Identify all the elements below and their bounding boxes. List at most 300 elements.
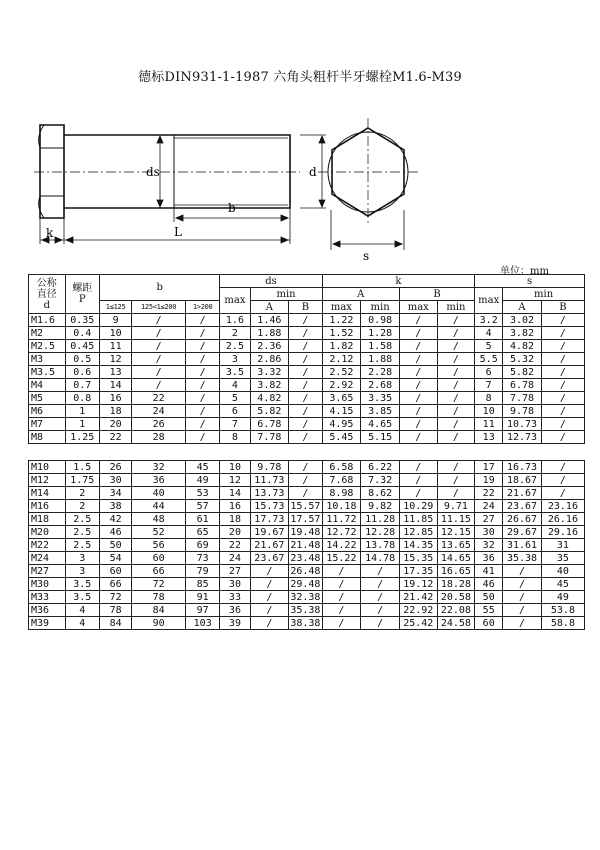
- table-cell: M27: [29, 565, 66, 578]
- table-cell: /: [399, 353, 437, 366]
- table-body-small-sizes: [29, 314, 585, 444]
- table-cell: /: [132, 353, 186, 366]
- table-cell: 40: [132, 487, 186, 500]
- table-cell: 11.85: [399, 513, 437, 526]
- table-cell: 5.82: [250, 405, 289, 418]
- table-cell: 4.95: [322, 418, 361, 431]
- table-cell: 38.38: [290, 617, 321, 629]
- table-cell: /: [437, 431, 475, 444]
- table-row: [29, 366, 585, 379]
- table-cell: 36: [132, 474, 186, 487]
- table-cell: /: [361, 617, 400, 630]
- table-cell: 5: [475, 340, 503, 353]
- table-cell: /: [437, 366, 475, 379]
- table-cell: 22: [132, 392, 186, 405]
- bolt-side-view: [34, 125, 300, 218]
- table-gap: [29, 444, 585, 461]
- table-cell: 2.5: [220, 340, 250, 353]
- table-cell: /: [399, 431, 437, 444]
- table-cell: /: [399, 474, 437, 487]
- table-cell: /: [541, 418, 584, 431]
- table-cell: 13.73: [250, 487, 289, 500]
- table-row: [29, 604, 585, 617]
- table-cell: 26: [132, 418, 186, 431]
- table-cell: /: [541, 487, 584, 500]
- table-cell: 0.8: [65, 392, 99, 405]
- table-row: [29, 392, 585, 405]
- table-cell: 2: [220, 327, 250, 340]
- table-cell: 2.28: [361, 366, 400, 379]
- table-cell: 35: [541, 552, 584, 565]
- table-cell: 3.5: [220, 366, 250, 379]
- table-cell: 45: [185, 461, 219, 474]
- table-cell: /: [185, 418, 219, 431]
- table-cell: /: [132, 327, 186, 340]
- table-cell: 2.86: [250, 353, 289, 366]
- table-cell: /: [399, 340, 437, 353]
- table-cell: 84: [132, 604, 186, 617]
- table-cell: 22.92: [399, 604, 437, 617]
- table-cell: 13.65: [437, 539, 475, 552]
- table-cell: 3.85: [361, 405, 400, 418]
- table-cell: /: [289, 392, 322, 405]
- table-cell: 2.5: [65, 513, 99, 526]
- table-cell: /: [437, 487, 475, 500]
- spec-table: [28, 274, 585, 630]
- table-cell: M5: [29, 392, 66, 405]
- table-cell: 9.78: [503, 405, 542, 418]
- table-cell: /: [541, 379, 584, 392]
- header-ds-B: B: [289, 301, 322, 314]
- header-s: s: [475, 275, 585, 288]
- header-pitch: [65, 275, 99, 314]
- header-b: b: [99, 275, 219, 301]
- table-cell: 32.38: [290, 591, 321, 603]
- table-cell: 20.58: [437, 591, 475, 604]
- table-cell: 85: [185, 578, 219, 591]
- table-cell: /: [541, 461, 584, 474]
- table-cell: 3.5: [65, 578, 99, 591]
- table-cell: 1.5: [65, 461, 99, 474]
- table-cell: /: [437, 379, 475, 392]
- table-cell: 46: [475, 578, 503, 591]
- table-cell: M14: [29, 487, 66, 500]
- table-cell: M8: [29, 431, 66, 444]
- header-k-A-min: min: [361, 301, 400, 314]
- table-cell: /: [289, 405, 322, 418]
- table-cell: 35.38: [503, 552, 542, 565]
- table-cell: 26.67: [503, 513, 542, 526]
- table-cell: 4: [475, 327, 503, 340]
- table-row: [29, 500, 585, 513]
- table-cell: 5.45: [322, 431, 361, 444]
- table-cell: 3.35: [361, 392, 400, 405]
- table-row: [29, 379, 585, 392]
- table-cell: 4.82: [250, 392, 289, 405]
- table-cell: M18: [29, 513, 66, 526]
- table-cell: 45: [541, 578, 584, 591]
- table-cell: M4: [29, 379, 66, 392]
- table-row: [29, 314, 585, 327]
- table-cell: 34: [99, 487, 131, 500]
- table-cell: 11.72: [322, 513, 361, 526]
- table-cell: /: [289, 474, 322, 487]
- table-cell: 10: [99, 327, 131, 340]
- table-cell: /: [132, 340, 186, 353]
- table-cell: 14.78: [361, 552, 400, 565]
- table-cell: /: [437, 405, 475, 418]
- table-cell: 5.32: [503, 353, 542, 366]
- header-s-max: max: [475, 288, 503, 314]
- table-cell: 3.82: [503, 327, 542, 340]
- table-cell: 6.58: [322, 461, 361, 474]
- table-cell: 58.8: [541, 617, 584, 630]
- table-cell: /: [361, 591, 400, 604]
- table-cell: 0.7: [65, 379, 99, 392]
- table-cell: 21.67: [250, 539, 289, 552]
- table-cell: /: [289, 379, 322, 392]
- table-cell: 29.48: [290, 578, 321, 590]
- table-cell: 39: [220, 617, 250, 630]
- table-cell: 90: [132, 617, 186, 630]
- table-cell: 4.65: [361, 418, 400, 431]
- header-pitch-line1: 螺距: [72, 283, 93, 294]
- table-cell: 0.5: [65, 353, 99, 366]
- table-cell: 55: [475, 604, 503, 617]
- table-cell: 8: [220, 431, 250, 444]
- table-cell: 53.8: [541, 604, 584, 617]
- table-cell: 97: [185, 604, 219, 617]
- table-cell: /: [503, 617, 542, 630]
- table-row: [29, 474, 585, 487]
- table-cell: 61: [185, 513, 219, 526]
- table-cell: 1.75: [65, 474, 99, 487]
- header-s-A: A: [503, 301, 542, 314]
- table-cell: 6: [220, 405, 250, 418]
- table-header: [29, 275, 585, 314]
- table-cell: 65: [185, 526, 219, 539]
- table-cell: /: [541, 327, 584, 340]
- table-row: [29, 487, 585, 500]
- table-row: [29, 327, 585, 340]
- table-cell: 20: [99, 418, 131, 431]
- table-cell: 7: [475, 379, 503, 392]
- table-cell: /: [250, 578, 289, 591]
- header-nominal-line1: 公称: [36, 277, 57, 289]
- table-cell: M2: [29, 327, 66, 340]
- table-cell: M10: [29, 461, 66, 474]
- header-ds-min: min: [250, 288, 322, 301]
- table-row: [29, 526, 585, 539]
- table-cell: 103: [185, 617, 219, 630]
- table-cell: 11.15: [437, 513, 475, 526]
- table-cell: 3.82: [250, 379, 289, 392]
- table-cell: /: [541, 431, 584, 444]
- table-cell: 79: [185, 565, 219, 578]
- table-cell: 12.73: [503, 431, 542, 444]
- table-cell: 29.16: [541, 526, 584, 539]
- table-row: [29, 405, 585, 418]
- table-cell: /: [289, 461, 322, 474]
- table-cell: 8.98: [322, 487, 361, 500]
- table-cell: /: [289, 418, 322, 431]
- table-cell: /: [250, 591, 289, 604]
- table-cell: 11.73: [250, 474, 289, 487]
- table-cell: 53: [185, 487, 219, 500]
- table-cell: 30: [475, 526, 503, 539]
- header-k-B-min: min: [437, 301, 475, 314]
- table-cell: 32: [475, 539, 503, 552]
- table-cell: /: [322, 617, 361, 630]
- table-cell: 12.15: [437, 526, 475, 539]
- table-cell: 14.65: [437, 552, 475, 565]
- table-cell: 10: [220, 461, 250, 474]
- table-cell: 42: [99, 513, 131, 526]
- table-cell: 16: [99, 392, 131, 405]
- bolt-end-view: [318, 118, 418, 226]
- header-pitch-line2: P: [78, 294, 86, 305]
- table-cell: 7.78: [503, 392, 542, 405]
- table-cell: 78: [132, 591, 186, 604]
- table-cell: 41: [475, 565, 503, 578]
- table-cell: 7: [220, 418, 250, 431]
- table-cell: 5.5: [475, 353, 503, 366]
- table-cell: 3: [65, 552, 99, 565]
- table-cell: 73: [185, 552, 219, 565]
- table-cell: 2.36: [250, 340, 289, 353]
- table-cell: M36: [29, 604, 66, 617]
- table-cell: 4: [65, 604, 99, 617]
- table-cell: 21.48: [290, 539, 321, 551]
- unit-label: 单位：mm: [500, 266, 549, 277]
- table-cell: /: [289, 353, 322, 366]
- table-cell: M30: [29, 578, 66, 591]
- table-cell: 24.58: [437, 617, 475, 630]
- table-cell: 31.61: [503, 539, 542, 552]
- table-cell: 10.29: [399, 500, 437, 513]
- table-cell: 21.42: [399, 591, 437, 604]
- table-cell: /: [437, 340, 475, 353]
- table-cell: 0.35: [65, 314, 99, 327]
- table-cell: 36: [220, 604, 250, 617]
- dimension-lines: [40, 135, 404, 250]
- table-cell: /: [541, 474, 584, 487]
- table-cell: 57: [185, 500, 219, 513]
- table-cell: 10.73: [503, 418, 542, 431]
- table-cell: 9.78: [250, 461, 289, 474]
- table-cell: /: [185, 379, 219, 392]
- table-cell: 17.73: [250, 513, 289, 526]
- table-cell: /: [437, 353, 475, 366]
- ds-label: ds: [146, 165, 160, 179]
- table-cell: 60: [132, 552, 186, 565]
- table-cell: 28: [132, 431, 186, 444]
- table-cell: /: [437, 314, 475, 327]
- page-title: 德标DIN931-1-1987 六角头粗杆半牙螺栓M1.6-M39: [138, 70, 462, 85]
- table-cell: 7.32: [361, 474, 400, 487]
- table-cell: 19.67: [250, 526, 289, 539]
- table-row: [29, 353, 585, 366]
- table-cell: 4: [65, 617, 99, 630]
- table-cell: 12: [99, 353, 131, 366]
- table-cell: 9: [99, 314, 131, 327]
- table-cell: M24: [29, 552, 66, 565]
- table-cell: 52: [132, 526, 186, 539]
- table-cell: /: [437, 327, 475, 340]
- table-cell: 4.15: [322, 405, 361, 418]
- table-cell: 2: [65, 487, 99, 500]
- table-cell: 40: [541, 565, 584, 578]
- table-cell: /: [503, 565, 542, 578]
- table-cell: 6: [475, 366, 503, 379]
- table-cell: /: [399, 405, 437, 418]
- table-cell: /: [399, 392, 437, 405]
- table-cell: 26.16: [541, 513, 584, 526]
- table-cell: 16: [220, 500, 250, 513]
- table-cell: 36: [475, 552, 503, 565]
- table-cell: M3.5: [29, 366, 66, 379]
- header-ds: ds: [220, 275, 322, 288]
- table-cell: 60: [475, 617, 503, 630]
- d-label: d: [309, 165, 317, 179]
- header-nominal-line2: 直径: [36, 288, 57, 300]
- table-cell: 10: [475, 405, 503, 418]
- table-cell: 4: [220, 379, 250, 392]
- table-cell: 5: [220, 392, 250, 405]
- table-cell: 19.12: [399, 578, 437, 591]
- table-cell: 1.25: [65, 431, 99, 444]
- table-cell: 50: [99, 539, 131, 552]
- table-cell: 1.46: [250, 314, 289, 327]
- table-cell: /: [399, 366, 437, 379]
- table-cell: /: [399, 327, 437, 340]
- table-cell: 6.22: [361, 461, 400, 474]
- table-cell: /: [399, 418, 437, 431]
- table-cell: 25.42: [399, 617, 437, 630]
- table-cell: /: [185, 327, 219, 340]
- table-cell: 9.71: [437, 500, 475, 513]
- table-cell: /: [185, 366, 219, 379]
- table-cell: 0.4: [65, 327, 99, 340]
- table-cell: /: [250, 617, 289, 630]
- table-cell: 66: [132, 565, 186, 578]
- table-cell: 3.2: [475, 314, 503, 327]
- table-cell: 14: [99, 379, 131, 392]
- table-cell: /: [132, 314, 186, 327]
- table-cell: /: [289, 314, 322, 327]
- table-cell: 60: [99, 565, 131, 578]
- table-cell: 5.82: [503, 366, 542, 379]
- table-cell: 84: [99, 617, 131, 630]
- header-k-A-max: max: [322, 301, 361, 314]
- table-cell: 1.88: [361, 353, 400, 366]
- table-cell: /: [399, 487, 437, 500]
- table-cell: 30: [99, 474, 131, 487]
- table-cell: 24: [220, 552, 250, 565]
- header-k-A: A: [322, 288, 399, 301]
- table-cell: /: [185, 340, 219, 353]
- table-cell: M22: [29, 539, 66, 552]
- table-cell: 32: [132, 461, 186, 474]
- header-b2: 125<1≤200: [132, 301, 186, 314]
- header-s-B: B: [541, 301, 584, 314]
- table-cell: 18.67: [503, 474, 542, 487]
- table-cell: M7: [29, 418, 66, 431]
- gap-row: [29, 444, 585, 461]
- table-cell: 1.58: [361, 340, 400, 353]
- table-row: [29, 418, 585, 431]
- table-cell: 49: [185, 474, 219, 487]
- table-cell: /: [185, 314, 219, 327]
- table-cell: 31: [541, 539, 584, 552]
- table-cell: 2.5: [65, 539, 99, 552]
- table-cell: M1.6: [29, 314, 66, 327]
- table-cell: 46: [99, 526, 131, 539]
- table-cell: /: [361, 565, 400, 578]
- table-cell: 12.28: [361, 526, 400, 539]
- table-cell: 1.82: [322, 340, 361, 353]
- table-cell: 2.5: [65, 526, 99, 539]
- table-cell: 0.6: [65, 366, 99, 379]
- table-cell: 12.85: [399, 526, 437, 539]
- table-cell: 10.18: [322, 500, 361, 513]
- table-row: [29, 513, 585, 526]
- table-cell: 23.48: [290, 552, 321, 564]
- table-cell: 2.12: [322, 353, 361, 366]
- table-cell: 12: [220, 474, 250, 487]
- table-cell: 91: [185, 591, 219, 604]
- table-cell: 11.28: [361, 513, 400, 526]
- table-cell: /: [437, 392, 475, 405]
- table-cell: 23.16: [541, 500, 584, 513]
- table-cell: 38: [99, 500, 131, 513]
- table-cell: 15.57: [290, 500, 321, 512]
- header-ds-max: max: [220, 288, 250, 314]
- table-row: [29, 431, 585, 444]
- table-row: [29, 461, 585, 474]
- table-cell: 26: [99, 461, 131, 474]
- table-cell: 78: [99, 604, 131, 617]
- table-cell: 6.78: [250, 418, 289, 431]
- table-cell: 19.48: [290, 526, 321, 538]
- table-cell: /: [399, 379, 437, 392]
- table-cell: /: [289, 431, 322, 444]
- table-cell: 1: [65, 405, 99, 418]
- table-cell: /: [503, 604, 542, 617]
- table-cell: /: [322, 591, 361, 604]
- table-cell: 7.78: [250, 431, 289, 444]
- table-cell: 8: [475, 392, 503, 405]
- k-label: k: [46, 226, 54, 240]
- table-cell: /: [289, 487, 322, 500]
- table-cell: /: [503, 591, 542, 604]
- table-cell: /: [250, 565, 289, 578]
- table-cell: 16.65: [437, 565, 475, 578]
- table-cell: /: [132, 366, 186, 379]
- table-cell: 15.35: [399, 552, 437, 565]
- header-s-min: min: [503, 288, 585, 301]
- table-cell: /: [437, 418, 475, 431]
- table-cell: 9.82: [361, 500, 400, 513]
- table-row: [29, 578, 585, 591]
- table-cell: 50: [475, 591, 503, 604]
- table-cell: 17.35: [399, 565, 437, 578]
- table-cell: 1.28: [361, 327, 400, 340]
- table-cell: 11: [475, 418, 503, 431]
- table-cell: M2.5: [29, 340, 66, 353]
- table-cell: M33: [29, 591, 66, 604]
- table-cell: 3.02: [503, 314, 542, 327]
